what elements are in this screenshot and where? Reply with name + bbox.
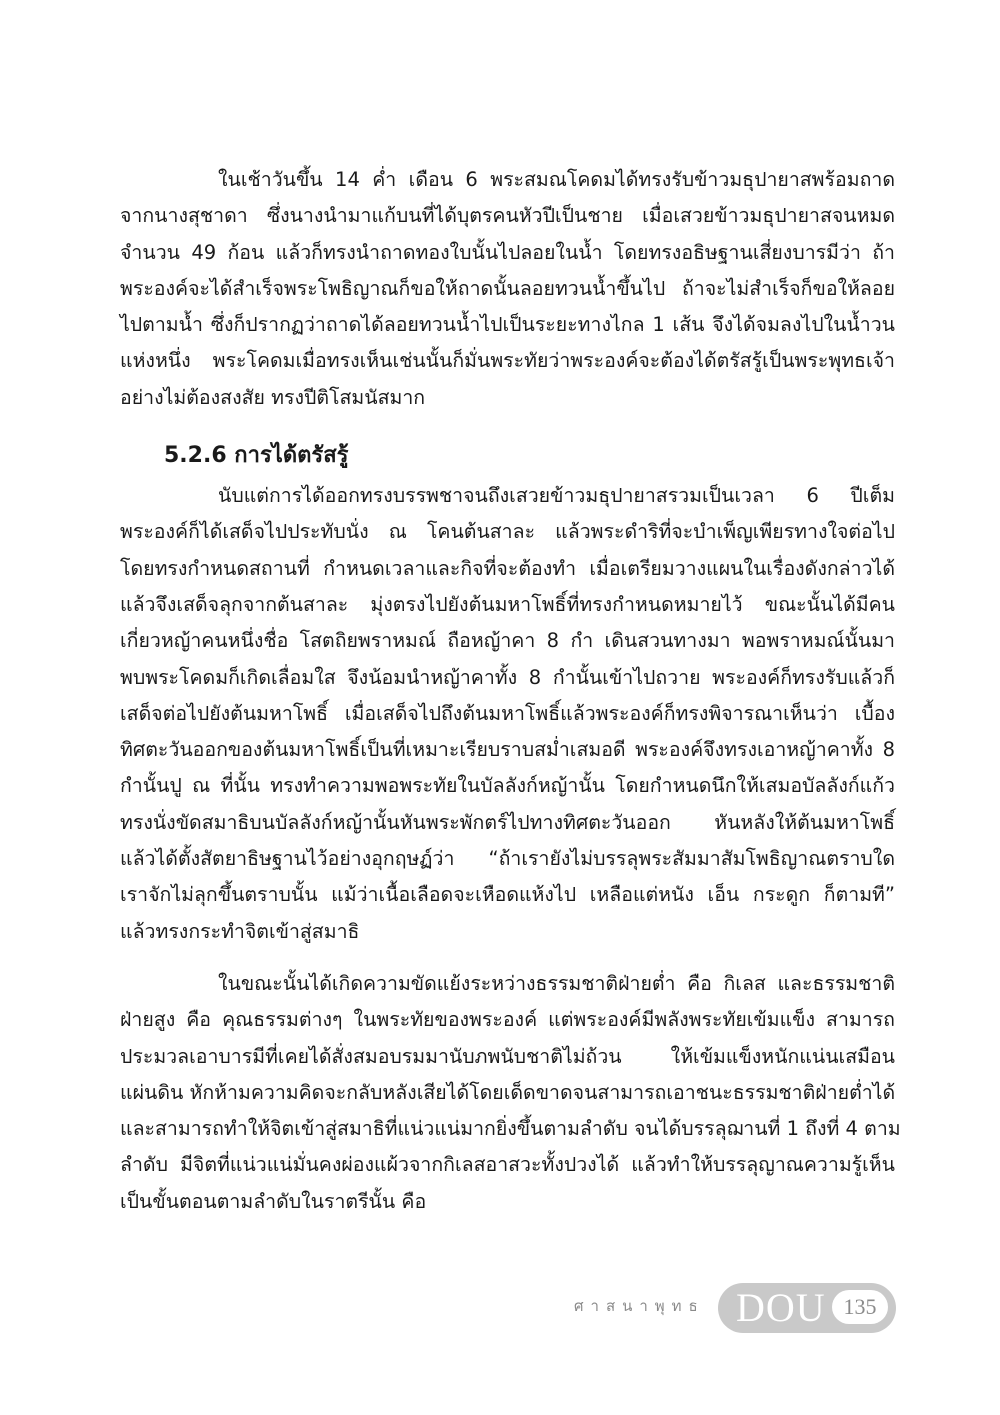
text-line: ทิศตะวันออกของต้นมหาโพธิ์เป็นที่เหมาะเรียบราบสม่ำเสมอดี พระองค์จึงทรงเอาหญ้าคาทั้ง 8 bbox=[120, 738, 895, 762]
text-line: อย่างไม่ต้องสงสัย ทรงปีติโสมนัสมาก bbox=[120, 385, 426, 409]
text-line: ทรงนั่งขัดสมาธิบนบัลลังก์หญ้านั้นหันพระพักตร์ไปทางทิศตะวันออก หันหลังให้ต้นมหาโพธิ์ bbox=[120, 810, 895, 834]
text-line: ประมวลเอาบารมีที่เคยได้สั่งสมอบรมมานับภพนับชาติไม่ถ้วน ให้เข้มแข็งหนักแน่นเสมือน bbox=[120, 1044, 895, 1068]
text-line: ในขณะนั้นได้เกิดความขัดแย้งระหว่างธรรมชาติฝ่ายต่ำ คือ กิเลส และธรรมชาติ bbox=[218, 971, 895, 995]
text-line: จำนวน 49 ก้อน แล้วก็ทรงนำถาดทองใบนั้นไปลอยในน้ำ โดยทรงอธิษฐานเสี่ยงบารมีว่า ถ้า bbox=[120, 240, 895, 264]
text-line: เป็นขั้นตอนตามลำดับในราตรีนั้น คือ bbox=[120, 1189, 427, 1213]
text-line: แล้วทรงกระทำจิตเข้าสู่สมาธิ bbox=[120, 919, 360, 943]
page-number-pill bbox=[832, 1290, 888, 1324]
paragraph-2 bbox=[120, 478, 895, 950]
page-number: 135 bbox=[843, 1294, 877, 1319]
text-line: แล้วจึงเสด็จลุกจากต้นสาละ มุ่งตรงไปยังต้นมหาโพธิ์ที่ทรงกำหนดหมายไว้ ขณะนั้นได้มีคน bbox=[120, 592, 895, 616]
body-text bbox=[120, 162, 901, 1220]
page-footer bbox=[574, 1283, 904, 1333]
text-line: ลำดับ มีจิตที่แน่วแน่มั่นคงผ่องแผ้วจากกิเลสอาสวะทั้งปวงได้ แล้วทำให้บรรลุญาณความรู้เห็น bbox=[120, 1153, 895, 1177]
paragraph-gap bbox=[120, 950, 895, 966]
text-line: เกี่ยวหญ้าคนหนึ่งชื่อ โสตถิยพราหมณ์ ถือหญ้าคา 8 กำ เดินสวนทางมา พอพราหมณ์นั้นมา bbox=[120, 629, 895, 653]
text-line: เสด็จต่อไปยังต้นมหาโพธิ์ เมื่อเสด็จไปถึงต้นมหาโพธิ์แล้วพระองค์ก็ทรงพิจารณาเห็นว่า เบื้อง bbox=[120, 701, 895, 725]
paragraph-3 bbox=[120, 966, 901, 1220]
text-line: แล้วได้ตั้งสัตยาธิษฐานไว้อย่างอุกฤษฏ์ว่า “ถ้าเรายังไม่บรรลุพระสัมมาสัมโพธิญาณตราบใด bbox=[120, 847, 895, 871]
section-heading: 5.2.6 การได้ตรัสรู้ bbox=[164, 443, 349, 469]
paragraph-1 bbox=[120, 162, 895, 416]
text-line: โดยทรงกำหนดสถานที่ กำหนดเวลาและกิจที่จะต้องทำ เมื่อเตรียมวางแผนในเรื่องดังกล่าวได้ bbox=[120, 556, 895, 580]
text-line: กำนั้นปู ณ ที่นั้น ทรงทำความพอพระทัยในบัลลังก์หญ้านั้น โดยกำหนดนึกให้เสมอบัลลังก์แก้ว bbox=[120, 774, 895, 798]
text-line: พบพระโคดมก็เกิดเลื่อมใส จึงน้อมนำหญ้าคาทั้ง 8 กำนั้นเข้าไปถวาย พระองค์ก็ทรงรับแล้วก็ bbox=[120, 665, 895, 689]
text-line: เราจักไม่ลุกขึ้นตราบนั้น แม้ว่าเนื้อเลือดจะเหือดแห้งไป เหลือแต่หนัง เอ็น กระดูก ก็ตามที” bbox=[120, 883, 895, 907]
badge-text: DOU bbox=[736, 1285, 826, 1330]
text-line: พระองค์จะได้สำเร็จพระโพธิญาณก็ขอให้ถาดนั้นลอยทวนน้ำขึ้นไป ถ้าจะไม่สำเร็จก็ขอให้ลอย bbox=[120, 276, 895, 300]
text-line: จากนางสุชาดา ซึ่งนางนำมาแก้บนที่ได้บุตรคนหัวปีเป็นชาย เมื่อเสวยข้าวมธุปายาสจนหมด bbox=[120, 204, 895, 228]
text-line: ฝ่ายสูง คือ คุณธรรมต่างๆ ในพระทัยของพระองค์ แต่พระองค์มีพลังพระทัยเข้มแข็ง สามารถ bbox=[120, 1008, 895, 1032]
text-line: นับแต่การได้ออกทรงบรรพชาจนถึงเสวยข้าวมธุปายาสรวมเป็นเวลา 6 ปีเต็ม bbox=[218, 484, 895, 508]
dou-badge bbox=[718, 1283, 896, 1333]
text-line: แผ่นดิน หักห้ามความคิดจะกลับหลังเสียได้โดยเด็ดขาดจนสามารถเอาชนะธรรมชาติฝ่ายต่ำได้ bbox=[120, 1080, 896, 1104]
footer-subject: ศาสนาพุทธ bbox=[574, 1297, 705, 1315]
text-line: พระองค์ก็ได้เสด็จไปประทับนั่ง ณ โคนต้นสาละ แล้วพระดำริที่จะบำเพ็ญเพียรทางใจต่อไป bbox=[120, 520, 895, 544]
text-line: และสามารถทำให้จิตเข้าสู่สมาธิที่แน่วแน่มากยิ่งขึ้นตามลำดับ จนได้บรรลุฌานที่ 1 ถึงที่ 4 ตาม bbox=[120, 1117, 901, 1141]
text-line: แห่งหนึ่ง พระโคดมเมื่อทรงเห็นเช่นนั้นก็มั่นพระทัยว่าพระองค์จะต้องได้ตรัสรู้เป็นพระพุทธเจ้า bbox=[120, 349, 895, 373]
text-line: ไปตามน้ำ ซึ่งก็ปรากฏว่าถาดได้ลอยทวนน้ำไปเป็นระยะทางไกล 1 เส้น จึงได้จมลงไปในน้ำวน bbox=[120, 313, 895, 337]
text-line: ในเช้าวันขึ้น 14 ค่ำ เดือน 6 พระสมณโคดมได้ทรงรับข้าวมธุปายาสพร้อมถาด bbox=[218, 168, 895, 191]
